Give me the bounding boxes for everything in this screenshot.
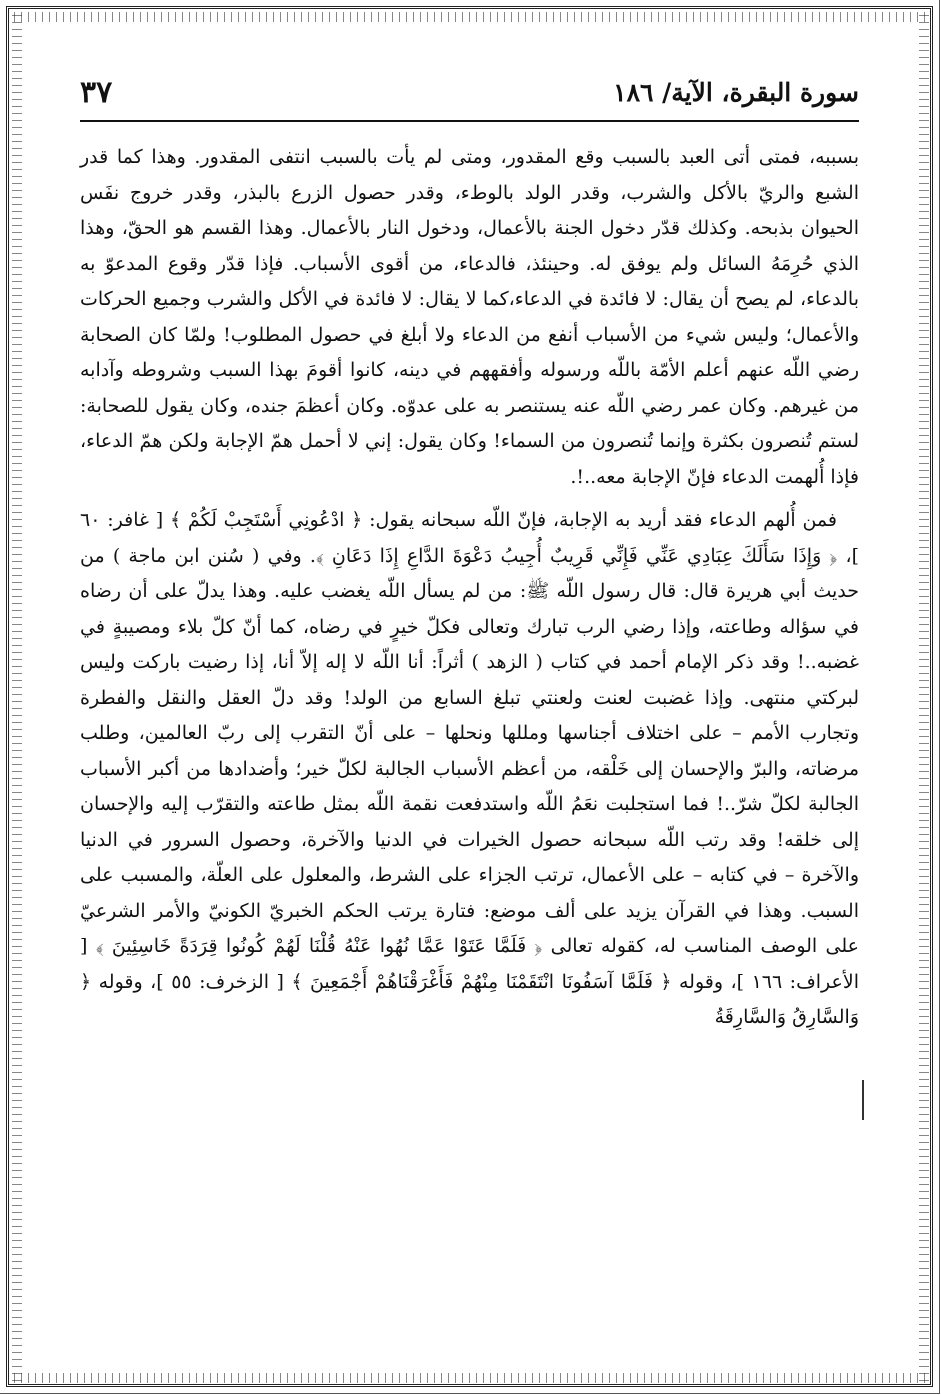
page-number: ٣٧ [80, 74, 113, 110]
header-rule [80, 120, 859, 122]
running-title: سورة البقرة، الآية/ ١٨٦ [613, 77, 859, 107]
paragraph: فمن أُلهم الدعاء فقد أريد به الإجابة، فإنّ اللّه سبحانه يقول: ﴿ ادْعُونِي أَسْتَجِبْ لَكُمْ ﴾ [ غافر: ٦٠ ]، ﴿ وَإِذَا سَأَلَكَ عِبَادِي عَنِّي فَإِنِّي قَرِيبٌ أُجِيبُ دَعْوَةَ الدَّاعِ إِذَا دَعَانِ ﴾. وفي ( سُنن ابن ماجة ) من حديث أبي هريرة قال: قال رسول اللّه ﷺ: من لم يسأل اللّه يغضب عليه. وهذا يدلّ على أن رضاه في سؤاله وطاعته، وإذا رضي الرب تبارك وتعالى فكلّ خيرٍ في رضاه، كما أنّ كلّ بلاء ومصيبةٍ في غضبه..! وقد ذكر الإمام أحمد في كتاب ( الزهد ) أثراً: أنا اللّه لا إله إلاّ أنا، إذا رضيت باركت وليس لبركتي منتهى. وإذا غضبت لعنت ولعنتي تبلغ السابع من الولد! وقد دلّ العقل والنقل والفطرة وتجارب الأمم – على اختلاف أجناسها ومللها ونحلها – على أنّ التقرب إلى ربّ العالمين، وطلب مرضاته، والبرّ والإحسان إلى خَلْقه، من أعظم الأسباب الجالبة لكلّ خير؛ وأضدادها من أكبر الأسباب الجالبة لكلّ شرّ..! فما استجلبت نعَمُ اللّه واستدفعت نقمة اللّه بمثل طاعته والتقرّب إليه والإحسان إلى خلقه! وقد رتب اللّه سبحانه حصول الخيرات في الدنيا والآخرة، وحصول السرور في الدنيا والآخرة – في كتابه – على الأعمال، ترتب الجزاء على الشرط، والمعلول على العلّة، والمسبب على السبب. وهذا في القرآن يزيد على ألف موضع: فتارة يرتب الحكم الخبريّ الكونيّ والأمر الشرعيّ على الوصف المناسب له، كقوله تعالى ﴿ فَلَمَّا عَتَوْا عَمَّا نُهُوا عَنْهُ قُلْنَا لَهُمْ كُونُوا قِرَدَةً خَاسِئِينَ ﴾ [ الأعراف: ١٦٦ ]، وقوله ﴿ فَلَمَّا آسَفُونَا انْتَقَمْنَا مِنْهُمْ فَأَغْرَقْنَاهُمْ أَجْمَعِينَ ﴾ [ الزخرف: ٥٥ ]، وقوله ﴿ وَالسَّارِقُ وَالسَّارِقَةُ [80, 509, 859, 1028]
ornamental-border-left [12, 14, 22, 1381]
ornamental-border-bottom [14, 1373, 927, 1383]
paragraph: بسببه، فمتى أتى العبد بالسبب وقع المقدور، ومتى لم يأت بالسبب انتفى المقدور. وهذا كما قدر الشبع والريّ بالأكل والشرب، وقدر الولد بالوطء، وقدر حصول الزرع بالبذر، وقدر خروج نفَس الحيوان بذبحه. وكذلك قدّر دخول الجنة بالأعمال، ودخول النار بالأعمال. وهذا القسم هو الحقّ، وهذا الذي حُرِمَهُ السائل ولم يوفق له. وحينئذ، فالدعاء، من أقوى الأسباب. فإذا قدّر وقوع المدعوّ به بالدعاء، لم يصح أن يقال: لا فائدة في الدعاء،كما لا يقال: لا فائدة في الأكل والشرب وجميع الحركات والأعمال؛ وليس شيء من الأسباب أنفع من الدعاء ولا أبلغ في حصول المطلوب! ولمّا كان الصحابة رضي اللّه عنهم أعلم الأمّة باللّه ورسوله وأفقههم في دينه، كانوا أقومَ بهذا السبب وشروطه وآدابه من غيرهم. وكان عمر رضي اللّه عنه يستنصر به على عدوّه. وكان أعظمَ جنده، وكان يقول للصحابة: لستم تُنصرون بكثرة وإنما تُنصرون من السماء! وكان يقول: إني لا أحمل همّ الإجابة ولكن همّ الدعاء، فإذا أُلهمت الدعاء فإنّ الإجابة معه..!. [80, 146, 859, 488]
page-header [80, 66, 859, 118]
page-body [80, 140, 859, 1036]
ornamental-border-top [14, 12, 927, 22]
ornamental-border-right [919, 14, 929, 1381]
margin-mark [862, 1080, 864, 1120]
